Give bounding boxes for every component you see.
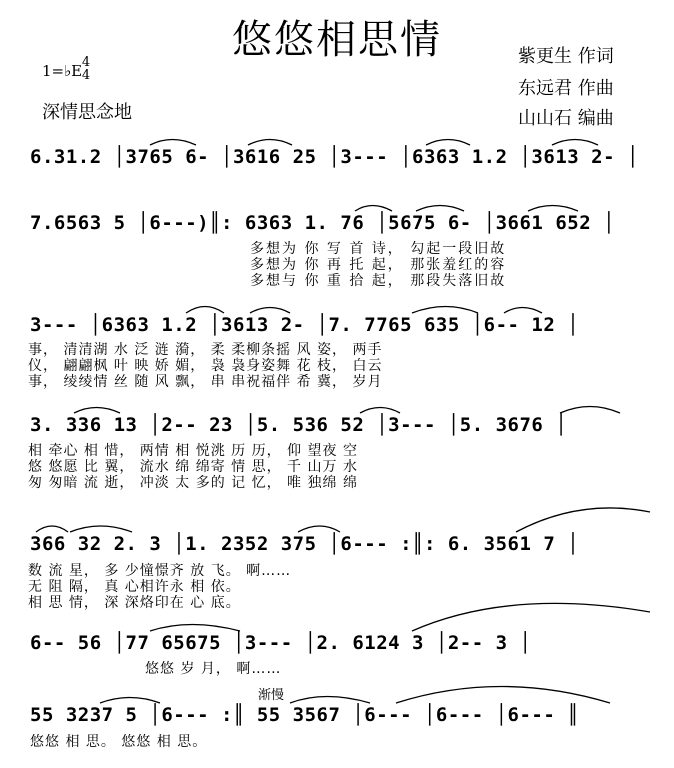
slur <box>36 526 68 532</box>
slur <box>70 526 132 532</box>
slur <box>100 698 160 704</box>
slur <box>516 508 650 532</box>
slur <box>248 140 292 146</box>
notation-row-7: 55 3237 5 │6--- :║ 55 3567 │6--- │6--- │6--- ║ <box>30 704 580 726</box>
credit-arranger: 山山石 编曲 <box>518 108 614 129</box>
slur <box>360 408 400 414</box>
slur <box>560 407 620 414</box>
slur <box>355 206 392 212</box>
lyric-row3-v3: 事， 绫绫情 丝 随 风 飘， 串 串祝福伴 希 冀， 岁月 <box>28 374 383 390</box>
slur <box>250 308 290 314</box>
lyric-row2-v2: 多想为 你 再 托 起， 那张羞红的容 <box>250 257 507 273</box>
slur <box>396 687 610 704</box>
tempo-marking: 深情思念地 <box>42 102 132 123</box>
time-num: 4 <box>81 55 91 70</box>
slur <box>150 140 196 146</box>
key-signature: 1=♭E <box>42 62 83 80</box>
lyric-row4-v3: 匆 匆暗 流 逝， 冲淡 太 多的 记 忆， 唯 独绵 绵 <box>28 475 358 491</box>
lyric-row2-v3: 多想与 你 重 拾 起， 那段失落旧故 <box>250 273 507 289</box>
notation-row-4: 3. 336 13 │2-- 23 │5. 536 52 │3--- │5. 3676 │ <box>30 414 568 436</box>
slur <box>298 526 340 532</box>
lyric-row4-v2: 悠 悠愿 比 翼， 流水 绵 绵寄 情 思， 千 山万 水 <box>28 459 358 475</box>
notation-row-1: 6.31.2 │3765 6- │3616 25 │3--- │6363 1.2 │3613 2- │ <box>30 146 639 168</box>
slur <box>504 308 542 314</box>
notation-row-3: 3--- │6363 1.2 │3613 2- │7. 7765 635 │6-- 12 │ <box>30 314 580 336</box>
notation-row-2: 7.6563 5 │6---)║: 6363 1. 76 │5675 6- │3661 652 │ <box>30 212 616 234</box>
lyric-row6: 悠悠 岁 月， 啊…… <box>145 661 282 677</box>
lyric-row4-v1: 相 牵心 相 惜， 两情 相 悦洮 历 历， 仰 望夜 空 <box>28 443 358 459</box>
notation-row-6: 6-- 56 │77 65675 │3--- │2. 6124 3 │2-- 3 │ <box>30 632 532 654</box>
lyric-row5-v2: 无 阻 隔， 真 心相许永 相 依。 <box>28 579 241 595</box>
slur <box>426 140 470 146</box>
credit-lyricist: 紫更生 作词 <box>518 46 614 67</box>
lyric-row5-v1: 数 流 星， 多 少憧憬齐 放 飞。 啊…… <box>28 563 292 579</box>
lyric-row3-v2: 仪， 翩翩枫 叶 映 娇 媚， 袅 袅身姿舞 花 枝， 白云 <box>28 358 383 374</box>
slur <box>290 697 370 704</box>
slur <box>412 603 650 631</box>
page-title: 悠悠相思情 <box>232 17 442 63</box>
lyric-row2-v1: 多想为 你 写 首 诗， 勾起一段旧故 <box>250 241 507 257</box>
slur <box>150 625 240 632</box>
slur <box>186 307 224 314</box>
dim-marking: 渐慢 <box>258 688 285 703</box>
lyric-row7: 悠悠 相 思。 悠悠 相 思。 <box>30 734 208 750</box>
time-signature <box>80 56 92 82</box>
notation-row-5: 366 32 2. 3 │1. 2352 375 │6--- :║: 6. 3561 7 │ <box>30 533 580 555</box>
lyric-row5-v3: 相 思 情， 深 深烙印在 心 底。 <box>28 595 241 611</box>
slur <box>416 206 464 212</box>
slur <box>412 307 478 314</box>
slur <box>74 408 120 414</box>
time-den: 4 <box>81 68 91 83</box>
slur <box>552 140 598 146</box>
slur <box>528 206 578 212</box>
lyric-row3-v1: 事， 清清湖 水 泛 涟 漪， 柔 柔柳条摇 风 姿， 两手 <box>28 342 383 358</box>
credit-composer: 东远君 作曲 <box>518 78 614 99</box>
